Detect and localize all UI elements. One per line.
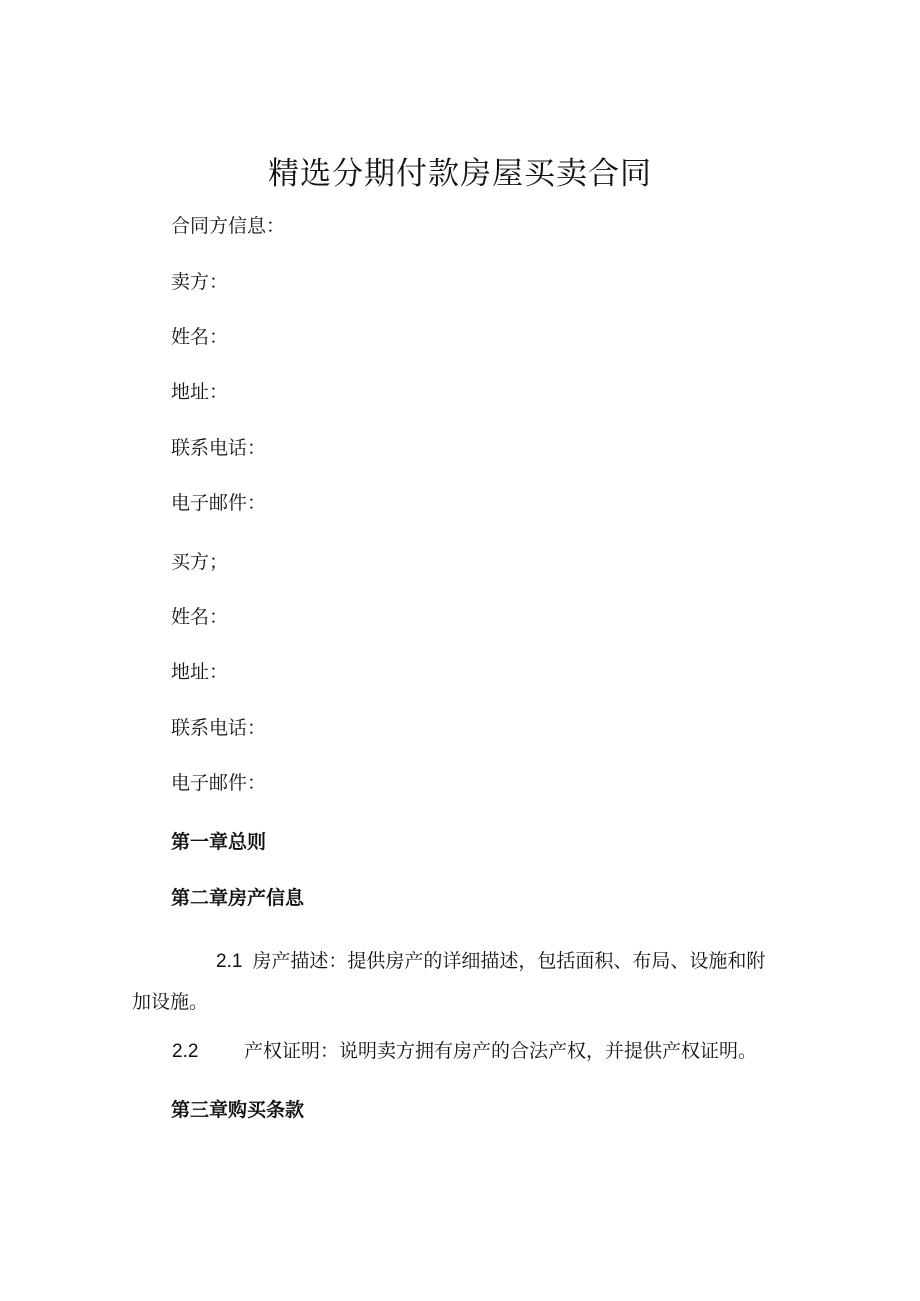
buyer-address-label: 地址： <box>171 661 229 683</box>
buyer-email-label: 电子邮件： <box>171 772 267 794</box>
seller-heading: 卖方： <box>171 271 229 293</box>
seller-name-label: 姓名： <box>171 326 229 348</box>
clause-2-2 <box>132 1038 782 1065</box>
clause-2-1 <box>132 941 782 1022</box>
clause-2-1-text: 房产描述：提供房产的详细描述，包括面积、布局、设施和附加设施。 <box>132 950 766 1013</box>
clause-2-1-number: 2.1 <box>216 951 243 972</box>
seller-phone-label: 联系电话： <box>171 437 267 459</box>
clause-2-2-number: 2.2 <box>172 1041 199 1062</box>
buyer-name-label: 姓名： <box>171 606 229 628</box>
clause-2-2-text: 产权证明：说明卖方拥有房产的合法产权，并提供产权证明。 <box>244 1040 758 1062</box>
buyer-heading: 买方； <box>171 551 229 573</box>
chapter-3-heading: 第三章购买条款 <box>171 1099 305 1121</box>
seller-email-label: 电子邮件： <box>171 492 267 514</box>
chapter-2-heading: 第二章房产信息 <box>171 887 305 909</box>
document-title: 精选分期付款房屋买卖合同 <box>268 156 652 192</box>
seller-address-label: 地址： <box>171 381 229 403</box>
chapter-1-heading: 第一章总则 <box>171 831 267 853</box>
buyer-phone-label: 联系电话： <box>171 717 267 739</box>
contract-parties-label: 合同方信息： <box>171 215 286 237</box>
